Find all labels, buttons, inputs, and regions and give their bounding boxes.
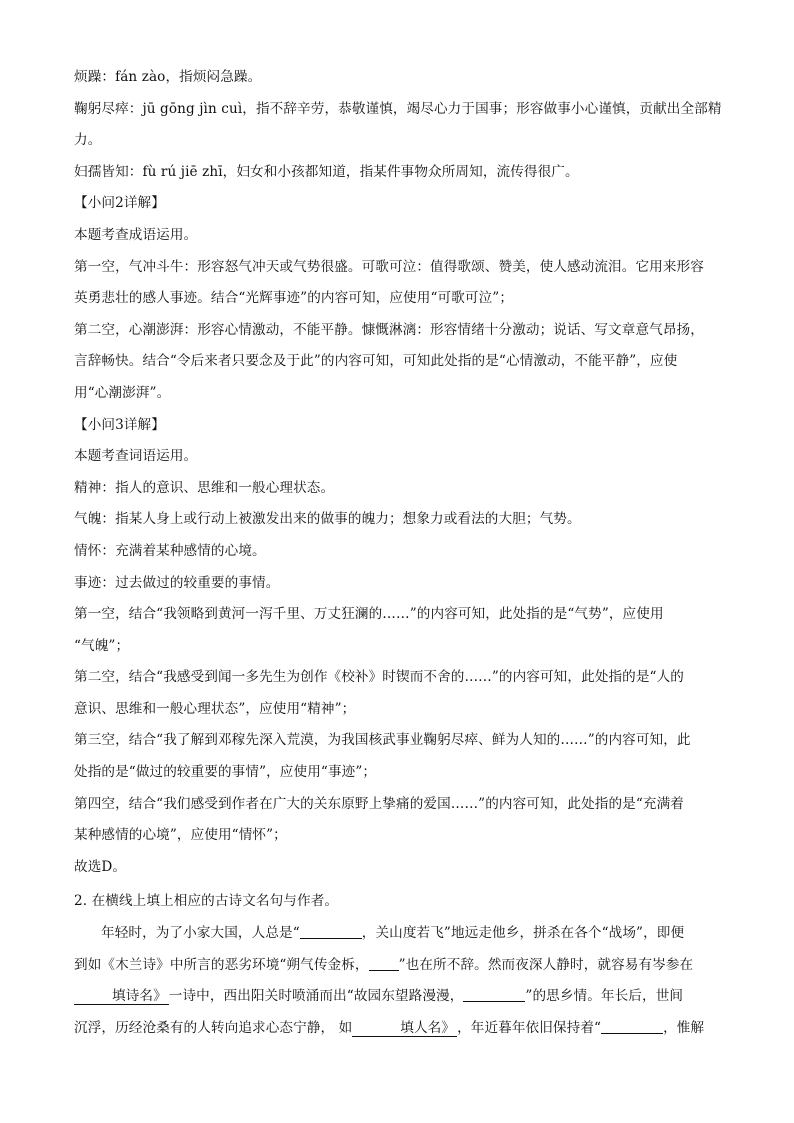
- question-text: 到如《木兰诗》中所言的恶劣环境“朔气传金柝，: [74, 956, 369, 973]
- question-text: 一诗中，西出阳关时喷涌而出“故园东望路漫漫，: [168, 988, 464, 1005]
- text-line: 本题考查词语运用。: [74, 448, 198, 465]
- text-line: 第二空，结合“我感受到闻一多先生为创作《校补》时锲而不舍的……”的内容可知，此处指的是“人的: [74, 669, 684, 686]
- text-line: 第四空，结合“我们感受到作者在广大的关东原野上挚痛的爱国……”的内容可知，此处指的是“充满着: [74, 795, 684, 812]
- text-line: “气魄”；: [74, 637, 130, 654]
- answer-blank[interactable]: [369, 955, 399, 971]
- text-line: 精神：指人的意识、思维和一般心理状态。: [74, 479, 335, 496]
- text-line: 妇孺皆知：fù rú jiē zhī，妇女和小孩都知道，指某件事物众所周知，流传得很广。: [74, 163, 579, 180]
- question-text: ”也在所不辞。然而夜深人静时，就容易有岑参在: [398, 956, 694, 973]
- text-line: 处指的是“做过的较重要的事情”，应使用“事迹”；: [74, 764, 377, 781]
- question-text: 沉浮，历经沧桑有的人转向追求心态宁静， 如: [74, 1019, 353, 1036]
- question-text: ，惟解: [663, 1019, 705, 1036]
- section-heading: 【小问2详解】: [74, 195, 165, 212]
- answer-blank[interactable]: [601, 1018, 663, 1034]
- question-text: ，年近暮年依旧保持着“: [457, 1019, 602, 1036]
- text-line: 第一空，气冲斗牛：形容怒气冲天或气势很盛。可歌可泣：值得歌颂、赞美，使人感动流泪。它用来形容: [74, 258, 704, 275]
- question-paragraph-line: [74, 981, 728, 1013]
- question-text: 年轻时，为了小家大国，人总是“: [101, 925, 300, 942]
- text-line: 烦躁：fán zào，指烦闷急躁。: [74, 69, 262, 85]
- text-line: 言辞畅快。结合“令后来者只要念及于此”的内容可知，可知此处指的是“心情激动，不能平静”，应使: [74, 353, 678, 370]
- author-name-blank[interactable]: 填人名》: [352, 1020, 457, 1037]
- text-line: 意识、思维和一般心理状态”，应使用“精神”；: [74, 700, 356, 717]
- text-line: 用“心潮澎湃”。: [74, 384, 171, 401]
- text-line: 故选D。: [74, 858, 127, 875]
- text-line: 某种感情的心境”，应使用“情怀”；: [74, 827, 287, 844]
- text-line: 情怀：充满着某种感情的心境。: [74, 542, 266, 559]
- question-text: ，关山度若飞”地远走他乡，拼杀在各个“战场”，即便: [361, 925, 685, 942]
- text-line: 第三空，结合“我了解到邓稼先深入荒漠，为我国核武事业鞠躬尽瘁、鲜为人知的……”的内容可知，此: [74, 732, 691, 749]
- question-paragraph-line: [74, 918, 728, 950]
- text-line: 气魄：指某人身上或行动上被激发出来的做事的魄力；想象力或看法的大胆；气势。: [74, 511, 581, 528]
- answer-blank[interactable]: [300, 923, 362, 939]
- question-stem: 2. 在横线上填上相应的古诗文名句与作者。: [74, 893, 339, 910]
- text-line: 本题考查成语运用。: [74, 226, 198, 243]
- text-line: 第二空，心潮澎湃：形容心情激动，不能平静。慷慨淋漓：形容情绪十分激动；说话、写文章意气昂扬，: [74, 321, 704, 338]
- text-line: 鞠躬尽瘁：jū gōng jìn cuì，指不辞辛劳，恭敬谨慎，竭尽心力于国事；形容做事小心谨慎，贡献出全部精: [74, 100, 722, 117]
- question-paragraph-line: [74, 1013, 728, 1045]
- question-paragraph-line: [74, 950, 728, 982]
- question-text: ”的思乡情。年长后，世间: [525, 988, 684, 1005]
- text-line: 第一空，结合“我领略到黄河一泻千里、万丈狂澜的……”的内容可知，此处指的是“气势”，应使用: [74, 606, 664, 623]
- text-line: 事迹：过去做过的较重要的事情。: [74, 574, 280, 591]
- section-heading: 【小问3详解】: [74, 416, 165, 433]
- text-line: 力。: [74, 132, 102, 149]
- text-line: 英勇悲壮的感人事迹。结合“光辉事迹”的内容可知，应使用“可歌可泣”；: [74, 290, 514, 307]
- poem-title-blank[interactable]: 填诗名》: [74, 988, 169, 1005]
- answer-blank[interactable]: [463, 986, 525, 1002]
